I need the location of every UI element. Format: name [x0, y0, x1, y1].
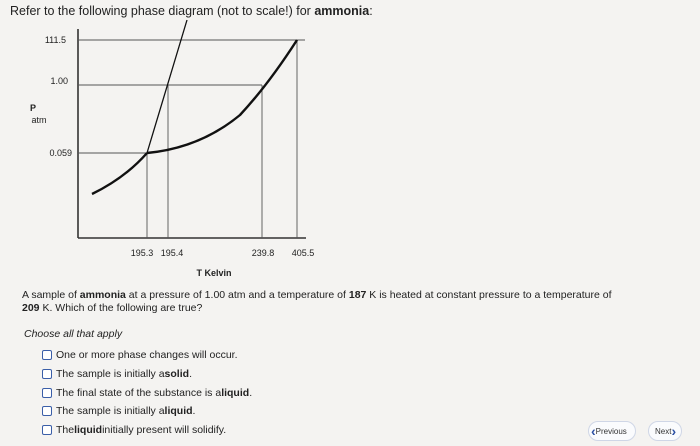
- question-part4: K. Which of the following are true?: [39, 302, 203, 314]
- question-part1: A sample of: [22, 289, 80, 301]
- option-liquid-solidify-checkbox[interactable]: [42, 425, 52, 435]
- option-initially-liquid-checkbox[interactable]: [42, 406, 52, 416]
- x-axis-label: T Kelvin: [196, 268, 232, 278]
- option-label: One or more phase changes will occur.: [56, 349, 238, 362]
- option-label: The: [56, 424, 75, 437]
- question-part3: K is heated at constant pressure to a temperature of: [366, 289, 612, 301]
- chevron-left-icon: ‹: [591, 423, 596, 439]
- question-substance: ammonia: [79, 289, 126, 301]
- question-text: [22, 289, 682, 315]
- option-phase-change[interactable]: [42, 346, 252, 365]
- option-label: The final state of the substance is a: [56, 386, 222, 399]
- option-label-end: .: [189, 368, 192, 381]
- option-label: The sample is initially a: [56, 368, 165, 381]
- option-bold: liquid: [221, 386, 250, 399]
- option-final-liquid-checkbox[interactable]: [42, 388, 52, 398]
- question-initial-temp: 187: [348, 289, 367, 301]
- option-initially-liquid[interactable]: [42, 402, 252, 421]
- next-button[interactable]: [648, 421, 682, 441]
- y-axis-label-p: P: [29, 103, 37, 113]
- x-tick-239.8: 239.8: [251, 248, 275, 258]
- prompt-lead: Refer to the following phase diagram (not to scale!) for: [10, 4, 315, 18]
- instructions: Choose all that apply: [24, 328, 123, 340]
- vaporization-curve: [147, 40, 297, 153]
- x-tick-405.5: 405.5: [291, 248, 315, 258]
- y-tick-0.059: 0.059: [49, 148, 72, 158]
- previous-button[interactable]: [588, 421, 636, 441]
- next-label: Next: [655, 426, 672, 436]
- option-phase-change-checkbox[interactable]: [42, 350, 52, 360]
- option-liquid-solidify[interactable]: [42, 421, 252, 440]
- option-initially-solid-checkbox[interactable]: [42, 369, 52, 379]
- option-label-end: initially present will solidify.: [102, 424, 227, 437]
- option-label: The sample is initially a: [56, 405, 165, 418]
- question-final-temp: 209: [22, 302, 40, 314]
- answer-options: [42, 346, 252, 439]
- previous-label: Previous: [595, 426, 627, 436]
- option-bold: liquid: [164, 405, 193, 418]
- option-bold: liquid: [74, 424, 103, 437]
- option-final-liquid[interactable]: [42, 383, 252, 402]
- x-tick-195.4: 195.4: [160, 248, 184, 258]
- sublimation-curve: [92, 153, 147, 194]
- y-axis-label-unit: atm: [31, 115, 47, 125]
- y-tick-111.5: 111.5: [44, 35, 66, 45]
- chevron-right-icon: ›: [671, 423, 677, 439]
- option-initially-solid[interactable]: [42, 365, 252, 384]
- prompt-substance: ammonia: [314, 4, 370, 18]
- option-label-end: .: [249, 386, 253, 399]
- option-bold: solid: [164, 368, 190, 381]
- x-tick-195.3: 195.3: [130, 248, 154, 258]
- question-part2: at a pressure of 1.00 atm and a temperature of: [125, 289, 349, 301]
- prompt-tail: :: [369, 4, 373, 18]
- y-tick-1.00: 1.00: [50, 76, 68, 86]
- option-label-end: .: [192, 405, 196, 418]
